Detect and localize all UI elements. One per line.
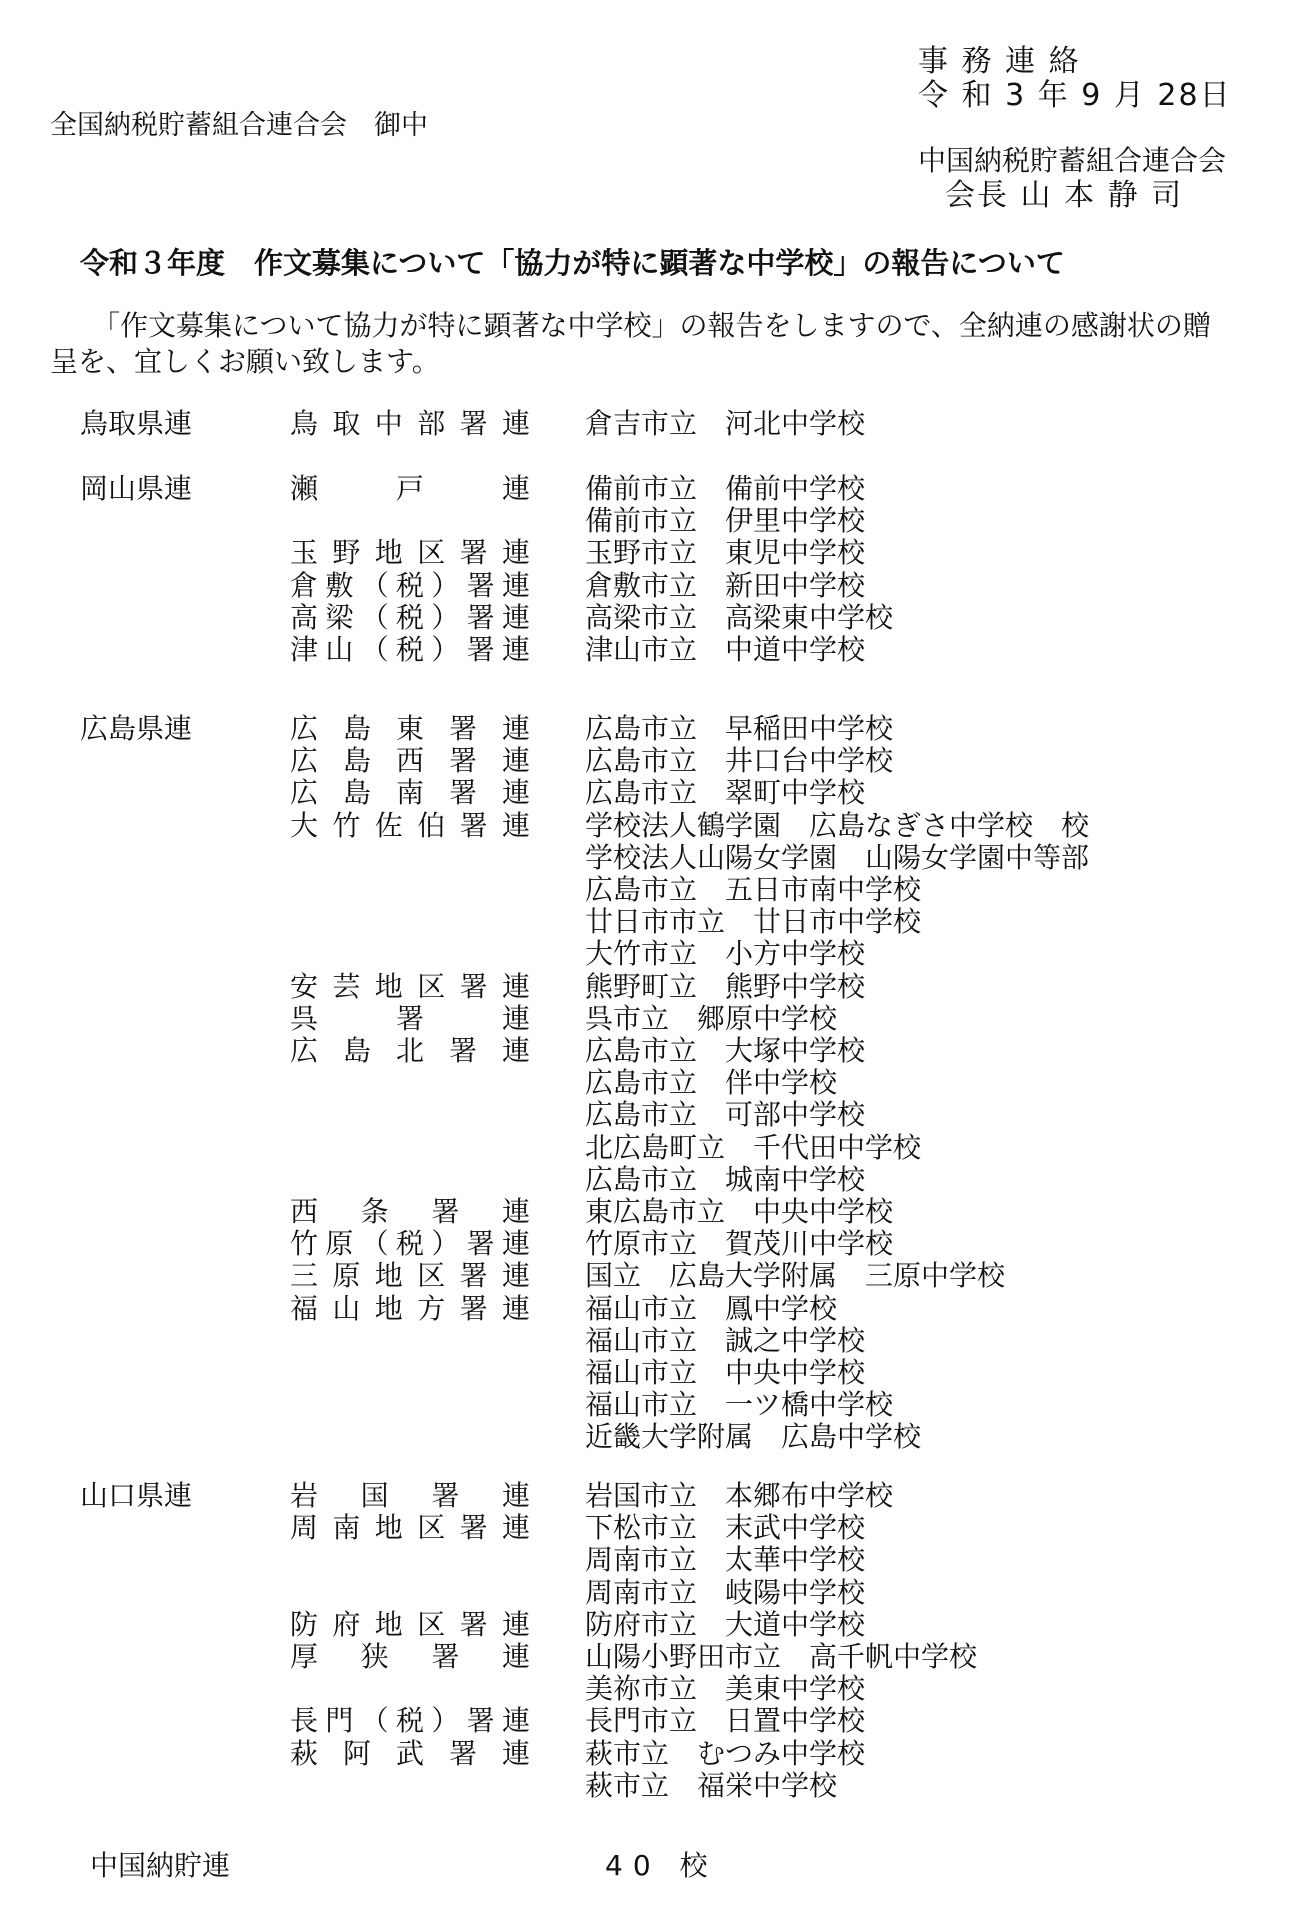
prefecture-name: 広島県連 xyxy=(80,712,193,745)
office-name: 倉敷（税）署連 xyxy=(290,568,530,602)
school-name: 広島市立 翠町中学校 xyxy=(585,776,866,810)
office-name: 広島北署連 xyxy=(290,1034,530,1067)
doc-date: 令 和 3 年 9 月 28日 xyxy=(918,78,1232,113)
office-name: 長門（税）署連 xyxy=(290,1704,530,1738)
school-name: 備前市立 伊里中学校 xyxy=(585,504,866,538)
school-name: 高梁市立 高梁東中学校 xyxy=(585,600,894,634)
school-name: 廿日市市立 廿日市中学校 xyxy=(585,905,922,939)
school-name: 岩国市立 本郷布中学校 xyxy=(585,1479,894,1512)
school-name: 東広島市立 中央中学校 xyxy=(585,1195,894,1228)
office-name: 周南地区署連 xyxy=(290,1511,530,1545)
office-name: 岩国署連 xyxy=(290,1479,530,1512)
office-name: 津山（税）署連 xyxy=(290,633,530,666)
school-name: 下松市立 末武中学校 xyxy=(585,1511,866,1545)
school-name: 倉敷市立 新田中学校 xyxy=(585,568,866,602)
school-name: 福山市立 一ツ橋中学校 xyxy=(585,1388,894,1422)
school-name: 長門市立 日置中学校 xyxy=(585,1704,866,1738)
intro-paragraph: 「作文募集について協力が特に顕著な中学校」の報告をしますので、全納連の感謝状の贈呈を、宜しくお願い致します。 xyxy=(50,309,1211,378)
school-name: 学校法人鶴学園 広島なぎさ中学校 校 xyxy=(585,808,1090,842)
school-name: 広島市立 伴中学校 xyxy=(585,1066,838,1100)
office-name: 防府地区署連 xyxy=(290,1607,530,1641)
office-name: 玉野地区署連 xyxy=(290,536,530,570)
office-name: 広島東署連 xyxy=(290,712,530,745)
office-name: 広島南署連 xyxy=(290,776,530,810)
school-name: 北広島町立 千代田中学校 xyxy=(585,1130,922,1164)
school-name: 竹原市立 賀茂川中学校 xyxy=(585,1227,894,1261)
school-name: 山陽小野田市立 高千帆中学校 xyxy=(585,1640,978,1673)
school-name: 備前市立 備前中学校 xyxy=(585,472,866,505)
footer-label: 中国納貯連 xyxy=(90,1849,231,1882)
school-name: 広島市立 可部中学校 xyxy=(585,1098,866,1132)
office-name: 瀬戸連 xyxy=(290,472,530,505)
office-name: 竹原（税）署連 xyxy=(290,1227,530,1261)
office-name: 萩阿武署連 xyxy=(290,1736,530,1770)
office-name: 厚狭署連 xyxy=(290,1640,530,1673)
school-name: 学校法人山陽女学園 山陽女学園中等部 xyxy=(585,840,1090,874)
school-name: 福山市立 誠之中学校 xyxy=(585,1323,866,1357)
school-name: 福山市立 中央中学校 xyxy=(585,1356,866,1389)
school-name: 広島市立 城南中学校 xyxy=(585,1162,866,1196)
school-name: 玉野市立 東児中学校 xyxy=(585,536,866,570)
office-name: 大竹佐伯署連 xyxy=(290,808,530,842)
school-name: 津山市立 中道中学校 xyxy=(585,633,866,666)
school-name: 広島市立 井口台中学校 xyxy=(585,744,894,778)
doc-type: 事 務 連 絡 xyxy=(918,44,1081,79)
school-name: 広島市立 大塚中学校 xyxy=(585,1034,866,1067)
office-name: 三原地区署連 xyxy=(290,1259,530,1293)
school-name: 福山市立 鳳中学校 xyxy=(585,1291,838,1325)
school-name: 広島市立 早稲田中学校 xyxy=(585,712,894,745)
document-title: 令和３年度 作文募集について「協力が特に顕著な中学校」の報告について xyxy=(80,246,1065,280)
school-name: 萩市立 むつみ中学校 xyxy=(585,1736,866,1770)
office-name: 広島西署連 xyxy=(290,744,530,778)
school-name: 周南市立 太華中学校 xyxy=(585,1543,866,1577)
school-name: 防府市立 大道中学校 xyxy=(585,1607,866,1641)
office-name: 鳥取中部署連 xyxy=(290,407,530,440)
recipient: 全国納税貯蓄組合連合会 御中 xyxy=(50,110,428,141)
school-name: 倉吉市立 河北中学校 xyxy=(585,407,866,440)
prefecture-name: 鳥取県連 xyxy=(80,407,193,440)
office-name: 福山地方署連 xyxy=(290,1291,530,1325)
office-name: 西条署連 xyxy=(290,1195,530,1228)
prefecture-name: 岡山県連 xyxy=(80,472,193,505)
school-name: 萩市立 福栄中学校 xyxy=(585,1768,838,1802)
office-name: 呉署連 xyxy=(290,1001,530,1035)
school-name: 呉市立 郷原中学校 xyxy=(585,1001,838,1035)
school-name: 国立 広島大学附属 三原中学校 xyxy=(585,1259,1006,1293)
sender-org: 中国納税貯蓄組合連合会 xyxy=(918,144,1227,177)
footer-count: 40 校 xyxy=(605,1849,718,1882)
school-name: 周南市立 岐陽中学校 xyxy=(585,1575,866,1609)
school-name: 近畿大学附属 広島中学校 xyxy=(585,1420,922,1454)
prefecture-name: 山口県連 xyxy=(80,1479,193,1512)
school-name: 広島市立 五日市南中学校 xyxy=(585,873,922,906)
office-name: 高梁（税）署連 xyxy=(290,600,530,634)
school-name: 熊野町立 熊野中学校 xyxy=(585,969,866,1003)
sender-person: 会長 山 本 静 司 xyxy=(945,178,1184,213)
school-name: 美祢市立 美東中学校 xyxy=(585,1672,866,1706)
school-name: 大竹市立 小方中学校 xyxy=(585,937,866,971)
office-name: 安芸地区署連 xyxy=(290,969,530,1003)
